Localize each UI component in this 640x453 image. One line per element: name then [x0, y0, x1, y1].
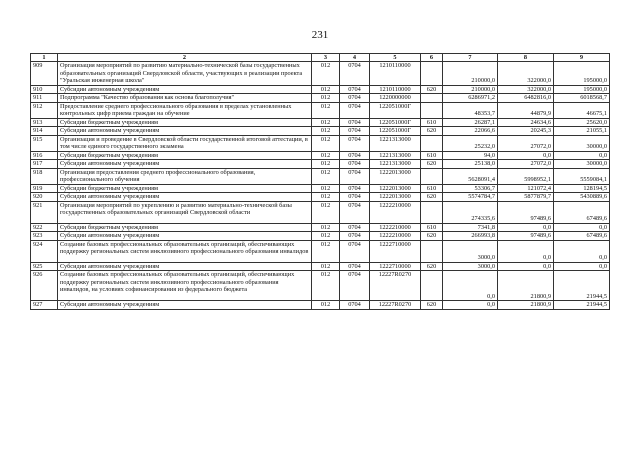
amount-2021: 67489,6 [554, 232, 610, 241]
col-header: 8 [498, 54, 554, 62]
table-row [31, 160, 610, 169]
col-header: 6 [421, 54, 443, 62]
row-number: 927 [31, 301, 58, 310]
row-name: Субсидии бюджетным учреждениям [58, 118, 312, 127]
target-article: 1210110000 [370, 85, 421, 94]
row-number: 921 [31, 201, 58, 223]
target-article: 1222210000 [370, 232, 421, 241]
amount-2019: 266993,8 [443, 232, 498, 241]
section-code: 0704 [340, 160, 370, 169]
admin-code: 012 [312, 118, 340, 127]
expense-type [421, 271, 443, 301]
amount-2021: 6018568,7 [554, 94, 610, 103]
expense-type [421, 135, 443, 151]
expense-type: 610 [421, 118, 443, 127]
col-header: 4 [340, 54, 370, 62]
amount-2019: 94,0 [443, 151, 498, 160]
amount-2019: 6286971,2 [443, 94, 498, 103]
target-article: 12227R0270 [370, 301, 421, 310]
target-article: 1222013000 [370, 184, 421, 193]
row-number: 910 [31, 85, 58, 94]
amount-2020: 0,0 [498, 223, 554, 232]
amount-2020: 121072,4 [498, 184, 554, 193]
row-number: 919 [31, 184, 58, 193]
table-header-row [31, 54, 610, 62]
admin-code: 012 [312, 85, 340, 94]
row-number: 926 [31, 271, 58, 301]
amount-2020: 5998952,1 [498, 168, 554, 184]
col-header: 1 [31, 54, 58, 62]
table-row [31, 151, 610, 160]
target-article: 1221313000 [370, 160, 421, 169]
row-name: Создание базовых профессиональных образовательных организаций, обеспечивающих поддержку региональных систем инклюзивного профессионального образования инвалидов [58, 240, 312, 262]
amount-2020: 322000,0 [498, 62, 554, 86]
section-code: 0704 [340, 94, 370, 103]
col-header: 5 [370, 54, 421, 62]
amount-2021: 195000,0 [554, 62, 610, 86]
expense-type [421, 62, 443, 86]
row-number: 922 [31, 223, 58, 232]
row-name: Субсидии бюджетным учреждениям [58, 223, 312, 232]
row-name: Организация и проведение в Свердловской области государственной итоговой аттестации, в том числе единого государственного экзамена [58, 135, 312, 151]
target-article: 122051000Г [370, 118, 421, 127]
section-code: 0704 [340, 201, 370, 223]
target-article: 1221313000 [370, 135, 421, 151]
amount-2021: 195000,0 [554, 85, 610, 94]
row-name: Субсидии автономным учреждениям [58, 85, 312, 94]
row-number: 911 [31, 94, 58, 103]
table-row [31, 135, 610, 151]
section-code: 0704 [340, 193, 370, 202]
amount-2021: 46675,1 [554, 102, 610, 118]
amount-2020: 0,0 [498, 240, 554, 262]
target-article: 1222710000 [370, 262, 421, 271]
amount-2021: 30000,0 [554, 135, 610, 151]
row-name: Субсидии автономным учреждениям [58, 127, 312, 136]
admin-code: 012 [312, 301, 340, 310]
admin-code: 012 [312, 271, 340, 301]
amount-2021: 0,0 [554, 223, 610, 232]
row-name: Организация мероприятий по укреплению и развитию материально-технической базы государственных образовательных организаций Свердловской области [58, 201, 312, 223]
amount-2019: 22066,6 [443, 127, 498, 136]
target-article: 1222210000 [370, 223, 421, 232]
admin-code: 012 [312, 127, 340, 136]
amount-2021: 67489,6 [554, 201, 610, 223]
amount-2019: 7341,8 [443, 223, 498, 232]
amount-2021: 21055,1 [554, 127, 610, 136]
amount-2020: 0,0 [498, 262, 554, 271]
amount-2020: 24634,6 [498, 118, 554, 127]
admin-code: 012 [312, 160, 340, 169]
row-number: 925 [31, 262, 58, 271]
table-row [31, 262, 610, 271]
table-row [31, 271, 610, 301]
row-number: 913 [31, 118, 58, 127]
section-code: 0704 [340, 232, 370, 241]
admin-code: 012 [312, 151, 340, 160]
amount-2021: 5430889,6 [554, 193, 610, 202]
amount-2021: 0,0 [554, 262, 610, 271]
amount-2020: 21800,9 [498, 301, 554, 310]
section-code: 0704 [340, 151, 370, 160]
col-header: 3 [312, 54, 340, 62]
expense-type [421, 240, 443, 262]
row-number: 912 [31, 102, 58, 118]
target-article: 1222710000 [370, 240, 421, 262]
section-code: 0704 [340, 135, 370, 151]
table-row [31, 240, 610, 262]
row-name: Субсидии автономным учреждениям [58, 262, 312, 271]
row-number: 909 [31, 62, 58, 86]
section-code: 0704 [340, 301, 370, 310]
amount-2020: 0,0 [498, 151, 554, 160]
amount-2019: 5574784,7 [443, 193, 498, 202]
target-article: 12227R0270 [370, 271, 421, 301]
expense-type [421, 201, 443, 223]
admin-code: 012 [312, 135, 340, 151]
amount-2019: 25232,0 [443, 135, 498, 151]
target-article: 122051000Г [370, 127, 421, 136]
amount-2020: 97489,6 [498, 201, 554, 223]
target-article: 1221313000 [370, 151, 421, 160]
row-name: Субсидии автономным учреждениям [58, 160, 312, 169]
page-number: 231 [311, 29, 329, 41]
expense-type: 620 [421, 232, 443, 241]
table-row [31, 223, 610, 232]
expense-type: 610 [421, 151, 443, 160]
row-number: 923 [31, 232, 58, 241]
row-name: Создание базовых профессиональных образовательных организаций, обеспечивающих поддержку региональных систем инклюзивного профессионального образования инвалидов, на условиях софинансирования из федерального бюджета [58, 271, 312, 301]
admin-code: 012 [312, 232, 340, 241]
section-code: 0704 [340, 62, 370, 86]
admin-code: 012 [312, 62, 340, 86]
amount-2020: 97489,6 [498, 232, 554, 241]
amount-2019: 26287,1 [443, 118, 498, 127]
row-name: Субсидии бюджетным учреждениям [58, 151, 312, 160]
expense-type: 620 [421, 127, 443, 136]
expense-type: 620 [421, 85, 443, 94]
row-name: Субсидии автономным учреждениям [58, 193, 312, 202]
row-number: 914 [31, 127, 58, 136]
col-header: 2 [58, 54, 312, 62]
amount-2020: 322000,0 [498, 85, 554, 94]
section-code: 0704 [340, 271, 370, 301]
row-number: 915 [31, 135, 58, 151]
section-code: 0704 [340, 102, 370, 118]
row-name: Подпрограмма "Качество образования как основа благополучия" [58, 94, 312, 103]
amount-2019: 3000,0 [443, 262, 498, 271]
amount-2020: 20245,3 [498, 127, 554, 136]
admin-code: 012 [312, 223, 340, 232]
admin-code: 012 [312, 102, 340, 118]
target-article: 122051000Г [370, 102, 421, 118]
amount-2021: 21944,5 [554, 271, 610, 301]
section-code: 0704 [340, 85, 370, 94]
row-number: 918 [31, 168, 58, 184]
amount-2019: 210000,0 [443, 85, 498, 94]
amount-2019: 25138,0 [443, 160, 498, 169]
admin-code: 012 [312, 262, 340, 271]
target-article: 1222013000 [370, 168, 421, 184]
row-number: 920 [31, 193, 58, 202]
table-row [31, 85, 610, 94]
expense-type: 620 [421, 193, 443, 202]
table-row [31, 301, 610, 310]
section-code: 0704 [340, 118, 370, 127]
table-row [31, 232, 610, 241]
row-number: 924 [31, 240, 58, 262]
amount-2021: 0,0 [554, 151, 610, 160]
row-name: Субсидии автономным учреждениям [58, 232, 312, 241]
row-name: Организация предоставления среднего профессионального образования, профессионального обучения [58, 168, 312, 184]
amount-2020: 21800,9 [498, 271, 554, 301]
amount-2021: 128194,5 [554, 184, 610, 193]
amount-2019: 0,0 [443, 271, 498, 301]
row-number: 916 [31, 151, 58, 160]
section-code: 0704 [340, 127, 370, 136]
amount-2021: 30000,0 [554, 160, 610, 169]
admin-code: 012 [312, 94, 340, 103]
amount-2019: 210000,0 [443, 62, 498, 86]
table-row [31, 94, 610, 103]
table-row [31, 201, 610, 223]
amount-2020: 6482816,0 [498, 94, 554, 103]
admin-code: 012 [312, 240, 340, 262]
amount-2019: 53306,7 [443, 184, 498, 193]
section-code: 0704 [340, 262, 370, 271]
expense-type: 620 [421, 301, 443, 310]
table-row [31, 168, 610, 184]
expense-type: 620 [421, 160, 443, 169]
row-number: 917 [31, 160, 58, 169]
admin-code: 012 [312, 168, 340, 184]
table-row [31, 184, 610, 193]
target-article: 1222013000 [370, 193, 421, 202]
expense-type [421, 168, 443, 184]
section-code: 0704 [340, 184, 370, 193]
amount-2020: 44879,9 [498, 102, 554, 118]
budget-table [30, 53, 610, 310]
amount-2021: 0,0 [554, 240, 610, 262]
amount-2020: 27072,0 [498, 135, 554, 151]
row-name: Предоставление среднего профессионального образования в пределах установленных контрольных цифр приема граждан на обучение [58, 102, 312, 118]
section-code: 0704 [340, 168, 370, 184]
admin-code: 012 [312, 201, 340, 223]
row-name: Организация мероприятий по развитию материально-технической базы государственных образовательных организаций Свердловской области, участвующих в реализации проекта "Уральская инженерная школа" [58, 62, 312, 86]
row-name: Субсидии автономным учреждениям [58, 301, 312, 310]
amount-2019: 48353,7 [443, 102, 498, 118]
amount-2020: 5877879,7 [498, 193, 554, 202]
amount-2021: 25620,0 [554, 118, 610, 127]
expense-type: 610 [421, 184, 443, 193]
target-article: 1222210000 [370, 201, 421, 223]
amount-2021: 5559084,1 [554, 168, 610, 184]
amount-2019: 3000,0 [443, 240, 498, 262]
table-row [31, 62, 610, 86]
target-article: 1210110000 [370, 62, 421, 86]
expense-type: 620 [421, 262, 443, 271]
section-code: 0704 [340, 240, 370, 262]
table-row [31, 127, 610, 136]
table-row [31, 193, 610, 202]
expense-type [421, 102, 443, 118]
col-header: 9 [554, 54, 610, 62]
amount-2020: 27072,0 [498, 160, 554, 169]
table-row [31, 102, 610, 118]
admin-code: 012 [312, 193, 340, 202]
col-header: 7 [443, 54, 498, 62]
section-code: 0704 [340, 223, 370, 232]
amount-2021: 21944,5 [554, 301, 610, 310]
amount-2019: 5628091,4 [443, 168, 498, 184]
target-article: 1220000000 [370, 94, 421, 103]
expense-type [421, 94, 443, 103]
expense-type: 610 [421, 223, 443, 232]
row-name: Субсидии бюджетным учреждениям [58, 184, 312, 193]
admin-code: 012 [312, 184, 340, 193]
table-row [31, 118, 610, 127]
amount-2019: 274335,6 [443, 201, 498, 223]
amount-2019: 0,0 [443, 301, 498, 310]
